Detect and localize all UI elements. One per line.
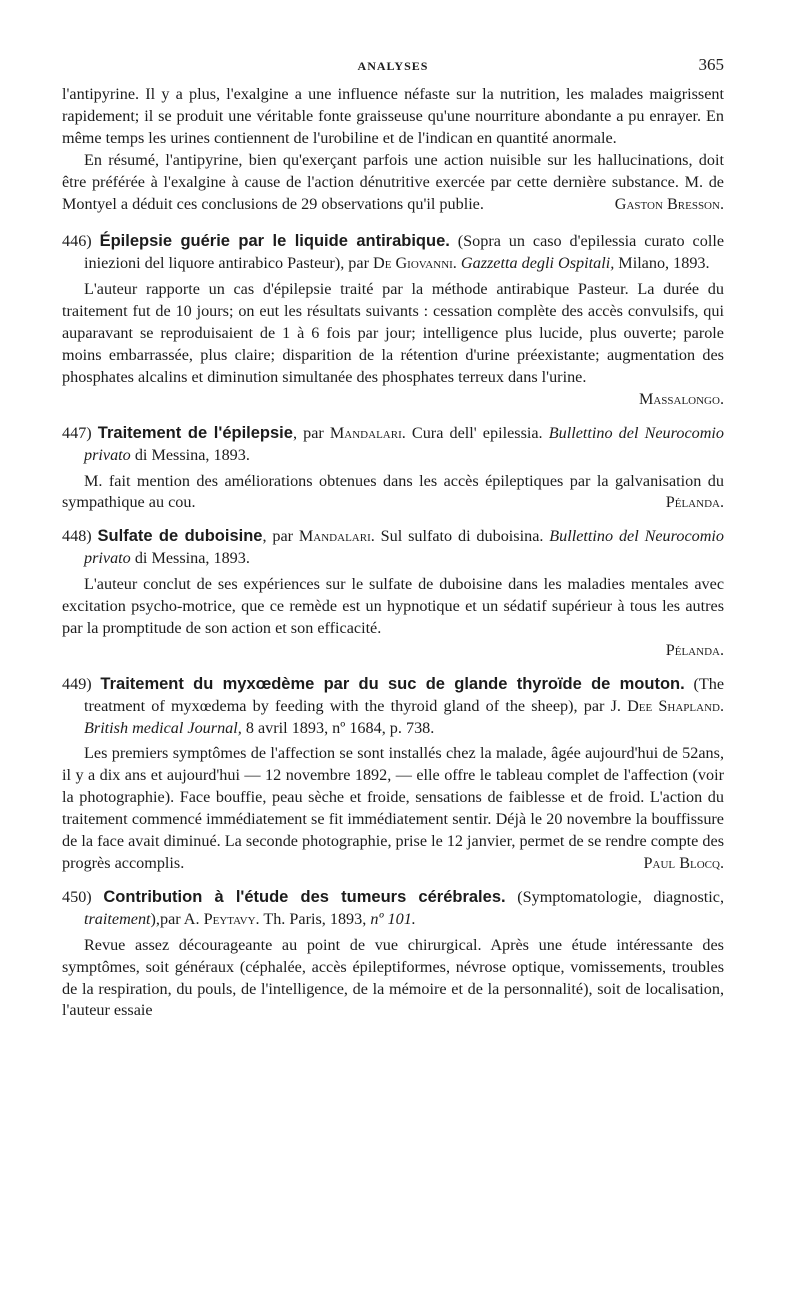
entry-ref: (Symptomatologie, diagnostic, [505,887,724,906]
entry-body: L'auteur conclut de ses expériences sur le sulfate de duboisine dans les maladies mentales avec excitation psycho-motrice, que ce remède est un hypnotique et un sédatif supérieur à tous les autres par la promptitude de son action et son efficacité. [62,575,724,637]
entry-author: De Giovanni. [373,254,457,273]
entry-number: 446) [62,232,92,251]
page-number: 365 [698,55,724,74]
entry-body: L'auteur rapporte un cas d'épilepsie traité par la méthode antirabique Pasteur. La durée du traitement fut de 10 jours; on eut les résultats suivants : cessation complète des accès convulsifs, qui auparavant se reproduisaient de 1 à 6 fois par jour; intelligence plus lucide, plus ouverte; parole moins embarrassée, plus claire; disparition de la rétention d'urine préexistante; augmentation des phosphates alcalins et diminution simultanée des phosphates terreux dans l'urine. [62,280,724,386]
entry-ref-end: di Messina, 1893. [130,445,250,464]
entry-heading [62,423,724,467]
entry-body [62,471,724,515]
intro-paragraph-2 [62,150,724,216]
entry-title: Traitement du myxœdème par du suc de glande thyroïde de mouton. [100,674,685,693]
entry-number: 448) [62,527,92,546]
entry-number: 450) [62,887,92,906]
entry-heading [62,674,724,740]
entry-ref-mid: Sul sulfato di duboisina. [374,527,550,546]
entry-ref: , par [262,527,299,546]
entry-journal: Bullettino del Neurocomio privato [84,423,725,464]
entry-title: Contribution à l'étude des tumeurs cérébrales. [103,887,506,906]
entry-body-text: M. fait mention des améliorations obtenues dans les accès épileptiques par la galvanisation du sympathique au cou. [62,471,724,512]
entry-ref: (Sopra un caso d'epilessia curato colle iniezioni del liquore antirabico Pasteur), par [84,232,725,273]
entry-heading [62,231,724,275]
entry-ref-c: ),par A. [150,909,204,928]
signature: Massalongo. [638,389,724,408]
signature: Paul Blocq. [643,854,724,872]
entry-author: Dee Shapland. [627,696,724,715]
entry-450 [62,887,724,1022]
entry-author: Mandalari. [329,423,406,442]
entry-ref: (The treatment of myxœdema by feeding with the thyroid gland of the sheep), par J. [84,674,725,715]
entry-journal: nº 101. [370,909,416,928]
entry-author: Peytavy. [203,909,260,928]
entry-448 [62,526,724,661]
intro-paragraph-2-text: En résumé, l'antipyrine, bien qu'exerçant parfois une action nuisible sur les hallucinations, doit être préférée à l'exalgine à cause de l'action dénutritive exercée par cette dernière substance. M. de Montyel a déduit ces conclusions de 29 observations qu'il publie. [62,150,724,213]
entry-heading [62,526,724,570]
entry-heading [62,887,724,931]
entry-ref-mid: Th. Paris, 1893, [259,909,371,928]
entry-number: 449) [62,674,92,693]
entry-ref-mid: Cura dell' epilessia. [405,423,549,442]
entry-body: Revue assez décourageante au point de vue chirurgical. Après une étude intéressante des symptômes, soit généraux (céphalée, accès épileptiformes, névrose optique, vomissements, troubles de la respiration, du pouls, de l'intelligence, de la mémoire et de la personnalité), soit de localisation, l'auteur essaie [62,935,724,1020]
entry-ref-end: di Messina, 1893. [130,549,250,568]
entry-ref-italic: traitement [84,909,151,928]
entry-ref-end: 8 avril 1893, nº 1684, p. 738. [241,718,435,737]
entry-ref-end: Milano, 1893. [614,254,710,273]
entry-title: Épilepsie guérie par le liquide antirabique. [99,232,450,251]
entry-journal: Gazzetta degli Ospitali, [460,254,615,273]
page [62,54,724,1022]
entry-body-text: Les premiers symptômes de l'affection se sont installés chez la malade, âgée aujourd'hui de 52ans, il y a dix ans et aujourd'hui — 12 novembre 1892, — elle offre le tableau complet de l'affection (voir la photographie). Face bouffie, peau sèche et froide, sensations de faiblesse et de froid. L'action du traitement commencé immédiatement se fit immédiatement sentir. Déjà le 20 novembre la bouffissure de la face avait diminué. La seconde photographie, prise le 12 janvier, permet de se rendre compte des progrès accomplis. [62,744,724,872]
signature: Pélanda. [665,640,724,659]
intro-paragraph-1: l'antipyrine. Il y a plus, l'exalgine a une influence néfaste sur la nutrition, les malades maigrissent rapidement; il se produit une véritable fonte graisseuse qu'une nourriture abondante a pu enrayer. En même temps les urines contiennent de l'urobiline et de l'indican en quantité anormale. [62,85,724,147]
entry-449 [62,674,724,875]
entry-journal: British medical Journal, [84,718,242,737]
signature: Pélanda. [665,493,724,512]
entry-ref: , par [292,423,330,442]
entry-447 [62,423,724,515]
running-header [62,54,724,84]
entry-body [62,743,724,874]
entry-author: Mandalari. [298,527,375,546]
entry-number: 447) [62,423,92,442]
entry-title: Traitement de l'épilepsie [97,423,293,442]
running-title: ANALYSES [357,59,429,73]
entry-446 [62,231,724,410]
entry-title: Sulfate de duboisine [97,527,263,546]
entry-journal: Bullettino del Neurocomio privato [84,527,725,568]
signature: Gaston Bresson. [614,194,724,213]
